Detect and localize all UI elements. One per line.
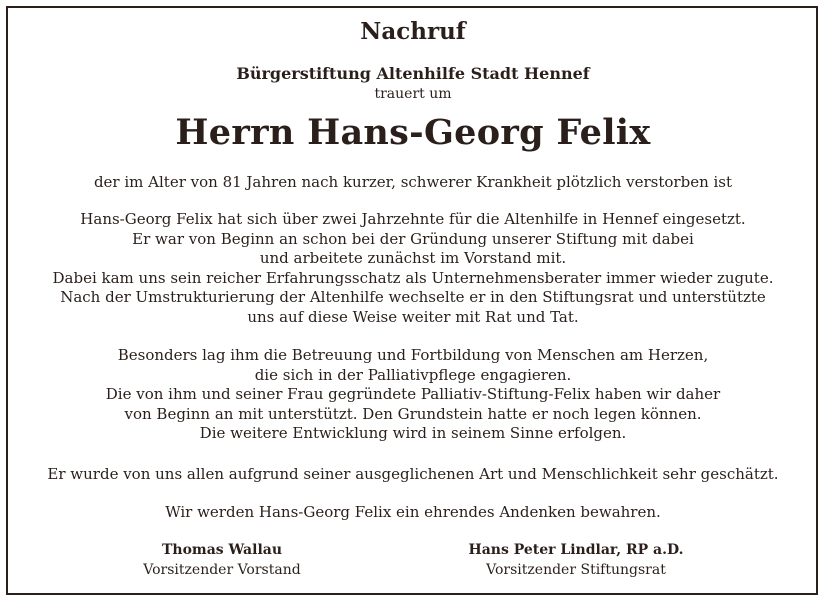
paragraph-line: von Beginn an mit unterstützt. Den Grundstein hatte er noch legen können. (124, 404, 702, 423)
paragraph-line: und arbeitete zunächst im Vorstand mit. (259, 249, 567, 267)
signature-right (426, 540, 726, 580)
paragraph-2 (0, 346, 826, 444)
paragraph-1 (0, 210, 826, 327)
paragraph-line: uns auf diese Weise weiter mit Rat und Tat. (247, 307, 579, 326)
signature-left (72, 540, 372, 580)
paragraph-line: Die von ihm und seiner Frau gegründete Palliativ-Stiftung-Felix haben wir daher (105, 385, 721, 403)
paragraph-line: Er war von Beginn an schon bei der Gründung unserer Stiftung mit dabei (132, 229, 694, 248)
deceased-name: Herrn Hans-Georg Felix (175, 112, 651, 153)
subtitle-text: der im Alter von 81 Jahren nach kurzer, schwerer Krankheit plötzlich verstorben ist (93, 173, 733, 191)
paragraph-line: Hans-Georg Felix hat sich über zwei Jahrzehnte für die Altenhilfe in Hennef eingesetzt. (80, 210, 746, 228)
intro-text: trauert um (374, 86, 452, 102)
paragraph-3: Er wurde von uns allen aufgrund seiner ausgeglichenen Art und Menschlichkeit sehr geschätzt. (47, 465, 779, 483)
signatory-role: Vorsitzender Stiftungsrat (486, 562, 666, 578)
signatory-name: Thomas Wallau (161, 542, 283, 558)
paragraph-line: Dabei kam uns sein reicher Erfahrungsschatz als Unternehmensberater immer wieder zugute. (52, 268, 774, 287)
paragraph-4: Wir werden Hans-Georg Felix ein ehrendes Andenken bewahren. (165, 503, 661, 521)
signatory-role: Vorsitzender Vorstand (143, 562, 301, 578)
paragraph-line: Besonders lag ihm die Betreuung und Fortbildung von Menschen am Herzen, (117, 346, 709, 364)
paragraph-line: Die weitere Entwicklung wird in seinem Sinne erfolgen. (199, 424, 627, 442)
paragraph-line: die sich in der Palliativpflege engagieren. (254, 365, 572, 384)
organization-name: Bürgerstiftung Altenhilfe Stadt Hennef (236, 64, 590, 83)
paragraph-line: Nach der Umstrukturierung der Altenhilfe wechselte er in den Stiftungsrat und unterstützte (60, 288, 766, 306)
signatory-name: Hans Peter Lindlar, RP a.D. (468, 542, 684, 558)
notice-title: Nachruf (360, 18, 466, 45)
